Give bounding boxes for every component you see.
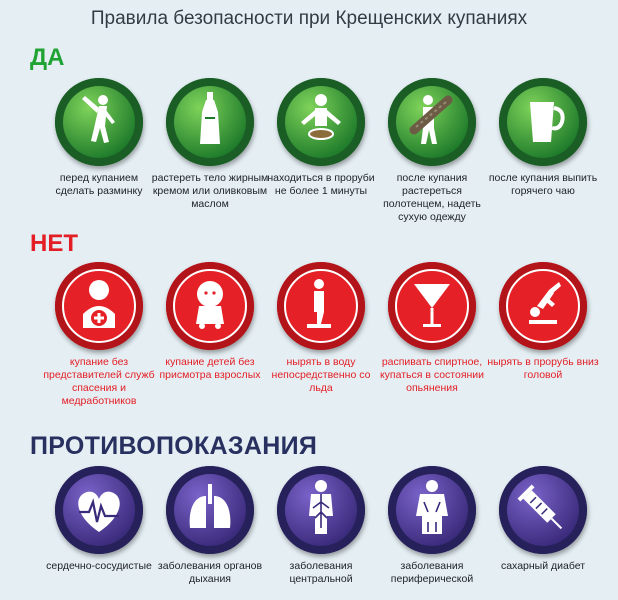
lungs-icon bbox=[166, 466, 254, 554]
yes-item-ice-hole bbox=[261, 78, 381, 198]
caption: после купания выпить горячего чаю bbox=[488, 172, 598, 197]
caption: сердечно-сосудистые bbox=[46, 560, 152, 572]
caption: перед купанием сделать разминку bbox=[55, 172, 143, 197]
caption: нырять в воду непосредственно со льда bbox=[271, 356, 371, 394]
yes-row bbox=[0, 78, 618, 238]
caption: купание без представителей служб спасения и медработников bbox=[43, 356, 155, 407]
nervous-system-icon bbox=[277, 466, 365, 554]
contra-item-heart bbox=[39, 466, 159, 573]
hot-drink-cup-icon bbox=[499, 78, 587, 166]
no-medic-icon bbox=[55, 262, 143, 350]
heart-pulse-icon bbox=[55, 466, 143, 554]
no-item-medic bbox=[39, 262, 159, 408]
contra-item-cns bbox=[261, 466, 381, 586]
page-title: Правила безопасности при Крещенских купаниях bbox=[90, 8, 528, 29]
contra-item-lungs bbox=[150, 466, 270, 586]
caption: после купания растереться полотенцем, надеть сухую одежду bbox=[383, 172, 481, 223]
caption: нырять в прорубь вниз головой bbox=[487, 356, 599, 381]
caption: распивать спиртное, купаться в состоянии опьянения bbox=[379, 356, 485, 394]
caption: растереть тело жирным кремом или оливковым маслом bbox=[151, 172, 269, 210]
yes-item-warmup bbox=[39, 78, 159, 198]
child-icon bbox=[166, 262, 254, 350]
no-item-alcohol bbox=[372, 262, 492, 395]
caption: сахарный диабет bbox=[500, 560, 586, 572]
caption: находиться в проруби не более 1 минуты bbox=[267, 172, 375, 197]
person-jumping-from-ice-icon bbox=[277, 262, 365, 350]
section-title-no: НЕТ bbox=[30, 230, 78, 257]
contra-item-pns bbox=[372, 466, 492, 586]
contraindications-row bbox=[0, 466, 618, 600]
contra-item-diabetes bbox=[483, 466, 603, 573]
caption: заболевания периферической bbox=[390, 560, 474, 585]
caption: купание детей без присмотра взрослых bbox=[159, 356, 261, 381]
caption: заболевания органов дыхания bbox=[157, 560, 263, 585]
person-with-towel-icon bbox=[388, 78, 476, 166]
no-row bbox=[0, 262, 618, 422]
section-title-contraindications: ПРОТИВОПОКАЗАНИЯ bbox=[30, 432, 318, 460]
no-item-jump-ice bbox=[261, 262, 381, 395]
caption: заболевания центральной bbox=[289, 560, 353, 585]
cream-bottle-icon bbox=[166, 78, 254, 166]
yes-item-tea bbox=[483, 78, 603, 198]
yes-item-cream bbox=[150, 78, 270, 211]
person-in-ice-hole-icon bbox=[277, 78, 365, 166]
no-item-children bbox=[150, 262, 270, 382]
syringe-icon bbox=[499, 466, 587, 554]
cocktail-glass-icon bbox=[388, 262, 476, 350]
no-item-dive bbox=[483, 262, 603, 382]
stretching-person-icon bbox=[55, 78, 143, 166]
peripheral-nervous-system-icon bbox=[388, 466, 476, 554]
section-title-yes: ДА bbox=[30, 44, 65, 71]
diving-head-first-icon bbox=[499, 262, 587, 350]
yes-item-towel bbox=[372, 78, 492, 224]
